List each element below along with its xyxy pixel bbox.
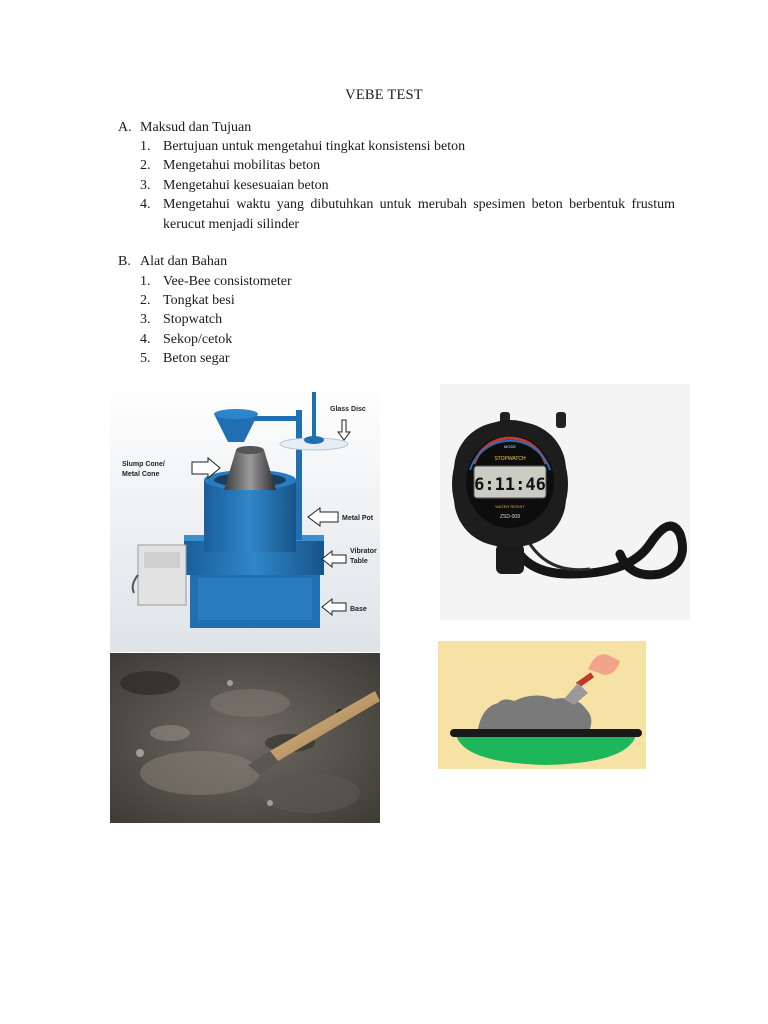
label-slump-cone: Slump Cone/	[122, 461, 165, 468]
list-item	[140, 310, 675, 330]
list-item	[140, 176, 675, 196]
stopwatch-figure	[440, 384, 690, 620]
concrete-photo	[110, 653, 380, 823]
consistometer-figure	[110, 380, 380, 652]
item-number: 4.	[140, 332, 151, 347]
stopwatch-brand: STOPWATCH	[494, 456, 526, 462]
item-text: Mengetahui mobilitas beton	[163, 158, 321, 173]
stopwatch-face-text: WATER RESIST	[495, 504, 525, 509]
list-item	[140, 330, 675, 350]
list-item	[140, 349, 675, 369]
list-item	[140, 195, 675, 234]
item-number: 1.	[140, 139, 151, 154]
page-title: VEBE TEST	[345, 87, 423, 103]
item-text: Sekop/cetok	[163, 332, 233, 347]
trowel-illustration	[438, 641, 646, 769]
section-a-letter: A.	[118, 120, 132, 135]
item-text: Bertujuan untuk mengetahui tingkat konsistensi beton	[163, 139, 466, 154]
list-item	[140, 291, 675, 311]
section-a-title: Maksud dan Tujuan	[140, 120, 252, 135]
list-item	[140, 272, 675, 292]
section-a-heading	[118, 120, 251, 136]
item-number: 3.	[140, 178, 151, 193]
list-item	[140, 156, 675, 176]
item-number: 2.	[140, 293, 151, 308]
item-text: Stopwatch	[163, 312, 223, 327]
item-number: 2.	[140, 158, 151, 173]
label-metal-cone: Metal Cone	[122, 471, 160, 478]
label-base: Base	[350, 606, 367, 613]
label-vibrator: Vibrator	[350, 548, 377, 555]
item-text: Beton segar	[163, 351, 230, 366]
item-text: Vee-Bee consistometer	[163, 274, 292, 289]
label-metal-pot: Metal Pot	[342, 515, 374, 522]
section-b-title: Alat dan Bahan	[140, 254, 228, 269]
item-number: 4.	[140, 197, 151, 212]
item-number: 3.	[140, 312, 151, 327]
stopwatch-model: ZSD-009	[499, 514, 521, 520]
item-text: Mengetahui waktu yang dibutuhkan untuk merubah spesimen beton berbentuk frustum kerucut menjadi silinder	[163, 197, 675, 232]
list-item	[140, 137, 675, 157]
stopwatch-display: 6:11:46	[474, 475, 546, 495]
stopwatch-mode-label: MODE	[504, 444, 516, 449]
item-text: Tongkat besi	[163, 293, 235, 308]
label-glass-disc: Glass Disc	[330, 406, 366, 413]
item-number: 1.	[140, 274, 151, 289]
section-b-letter: B.	[118, 254, 131, 269]
item-text: Mengetahui kesesuaian beton	[163, 178, 329, 193]
label-table: Table	[350, 558, 368, 565]
item-number: 5.	[140, 351, 151, 366]
section-b-heading	[118, 254, 227, 270]
